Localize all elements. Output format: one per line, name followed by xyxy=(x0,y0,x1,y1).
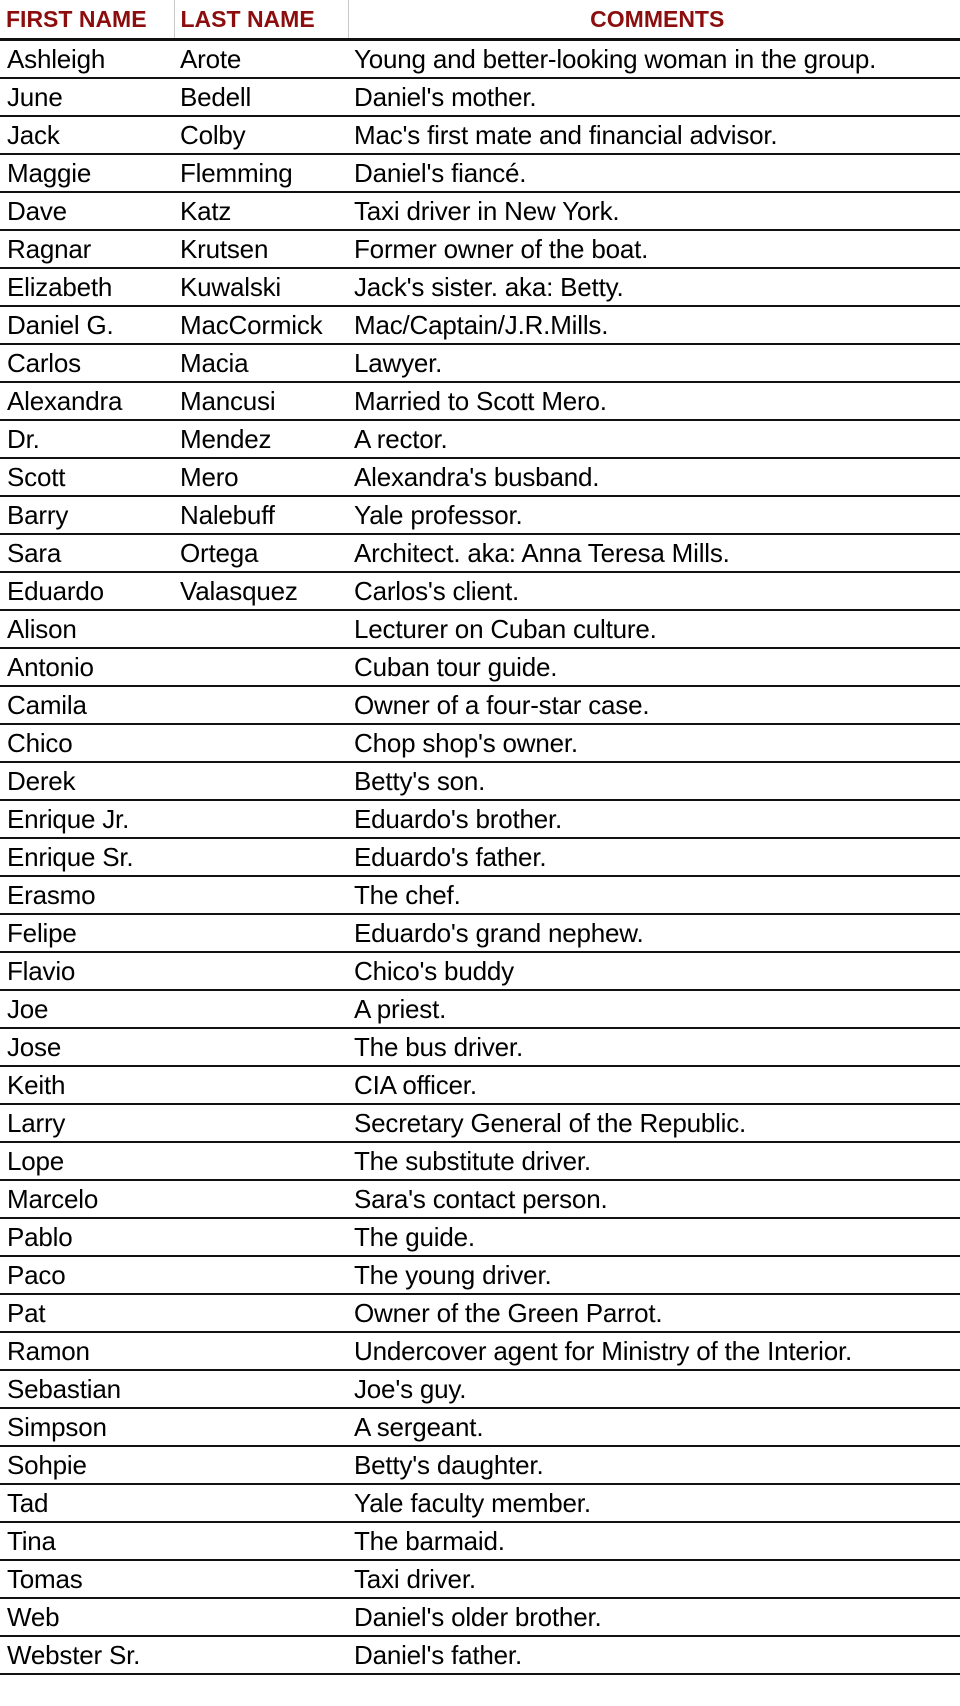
last-name-cell[interactable] xyxy=(174,1370,348,1408)
table-row xyxy=(0,382,960,420)
table-row xyxy=(0,1066,960,1104)
comment-cell[interactable]: Secretary General of the Republic. xyxy=(348,1104,960,1142)
table-row xyxy=(0,648,960,686)
first-name-cell[interactable]: Ashleigh xyxy=(0,40,174,79)
first-name-cell[interactable]: Joe xyxy=(0,990,174,1028)
first-name-cell[interactable]: Barry xyxy=(0,496,174,534)
table-row xyxy=(0,610,960,648)
comment-cell[interactable]: Chop shop's owner. xyxy=(348,724,960,762)
first-name-cell[interactable]: June xyxy=(0,78,174,116)
last-name-cell[interactable]: Katz xyxy=(174,192,348,230)
last-name-cell[interactable] xyxy=(174,990,348,1028)
first-name-cell[interactable]: Tomas xyxy=(0,1560,174,1598)
table-row xyxy=(0,78,960,116)
table-row xyxy=(0,1560,960,1598)
first-name-cell[interactable]: Maggie xyxy=(0,154,174,192)
last-name-cell[interactable] xyxy=(174,1408,348,1446)
last-name-cell[interactable]: Mero xyxy=(174,458,348,496)
comment-cell[interactable]: Cuban tour guide. xyxy=(348,648,960,686)
last-name-cell[interactable] xyxy=(174,686,348,724)
table-row xyxy=(0,1598,960,1636)
comment-cell[interactable]: Alexandra's busband. xyxy=(348,458,960,496)
table-row xyxy=(0,116,960,154)
table-row xyxy=(0,572,960,610)
comment-cell[interactable]: A rector. xyxy=(348,420,960,458)
first-name-cell[interactable]: Antonio xyxy=(0,648,174,686)
table-row xyxy=(0,534,960,572)
comment-cell[interactable]: The young driver. xyxy=(348,1256,960,1294)
table-row xyxy=(0,800,960,838)
table-row xyxy=(0,838,960,876)
table-row xyxy=(0,1370,960,1408)
comment-cell[interactable]: The barmaid. xyxy=(348,1522,960,1560)
last-name-cell[interactable] xyxy=(174,1636,348,1674)
last-name-cell[interactable]: Flemming xyxy=(174,154,348,192)
last-name-cell[interactable] xyxy=(174,1332,348,1370)
last-name-cell[interactable] xyxy=(174,762,348,800)
last-name-cell[interactable]: Kuwalski xyxy=(174,268,348,306)
last-name-cell[interactable] xyxy=(174,1180,348,1218)
last-name-cell[interactable] xyxy=(174,1256,348,1294)
comment-cell[interactable]: Taxi driver in New York. xyxy=(348,192,960,230)
first-name-cell[interactable]: Derek xyxy=(0,762,174,800)
table-row xyxy=(0,1446,960,1484)
first-name-cell[interactable]: Elizabeth xyxy=(0,268,174,306)
last-name-cell[interactable] xyxy=(174,838,348,876)
last-name-cell[interactable] xyxy=(174,1218,348,1256)
first-name-cell[interactable]: Dr. xyxy=(0,420,174,458)
table-row xyxy=(0,154,960,192)
last-name-cell[interactable]: MacCormick xyxy=(174,306,348,344)
last-name-cell[interactable] xyxy=(174,914,348,952)
comment-cell[interactable]: Yale faculty member. xyxy=(348,1484,960,1522)
last-name-cell[interactable] xyxy=(174,952,348,990)
table-row xyxy=(0,1294,960,1332)
last-name-header[interactable]: LAST NAME xyxy=(174,0,348,40)
comment-cell[interactable]: Mac/Captain/J.R.Mills. xyxy=(348,306,960,344)
table-row xyxy=(0,1636,960,1674)
table-row xyxy=(0,1332,960,1370)
last-name-cell[interactable]: Bedell xyxy=(174,78,348,116)
first-name-cell[interactable]: Webster Sr. xyxy=(0,1636,174,1674)
table-row xyxy=(0,914,960,952)
comment-cell[interactable]: Eduardo's brother. xyxy=(348,800,960,838)
comment-cell[interactable]: Yale professor. xyxy=(348,496,960,534)
comment-cell[interactable]: Betty's son. xyxy=(348,762,960,800)
comments-header[interactable]: COMMENTS xyxy=(348,0,960,40)
first-name-cell[interactable]: Chico xyxy=(0,724,174,762)
table-row xyxy=(0,1142,960,1180)
last-name-cell[interactable]: Valasquez xyxy=(174,572,348,610)
table-row xyxy=(0,990,960,1028)
last-name-cell[interactable] xyxy=(174,1104,348,1142)
first-name-cell[interactable]: Camila xyxy=(0,686,174,724)
first-name-cell[interactable]: Scott xyxy=(0,458,174,496)
last-name-cell[interactable]: Arote xyxy=(174,40,348,79)
comment-cell[interactable]: Married to Scott Mero. xyxy=(348,382,960,420)
first-name-cell[interactable]: Marcelo xyxy=(0,1180,174,1218)
table-row xyxy=(0,1104,960,1142)
last-name-cell[interactable] xyxy=(174,1560,348,1598)
first-name-cell[interactable]: Felipe xyxy=(0,914,174,952)
last-name-cell[interactable] xyxy=(174,1484,348,1522)
first-name-cell[interactable]: Ramon xyxy=(0,1332,174,1370)
comment-cell[interactable]: A sergeant. xyxy=(348,1408,960,1446)
last-name-cell[interactable]: Macia xyxy=(174,344,348,382)
first-name-cell[interactable]: Sebastian xyxy=(0,1370,174,1408)
table-row xyxy=(0,686,960,724)
comment-cell[interactable]: Undercover agent for Ministry of the Interior. xyxy=(348,1332,960,1370)
comment-cell[interactable]: Betty's daughter. xyxy=(348,1446,960,1484)
comment-cell[interactable]: The bus driver. xyxy=(348,1028,960,1066)
table-row xyxy=(0,420,960,458)
first-name-cell[interactable]: Larry xyxy=(0,1104,174,1142)
comment-cell[interactable]: Jack's sister. aka: Betty. xyxy=(348,268,960,306)
table-row xyxy=(0,306,960,344)
last-name-cell[interactable] xyxy=(174,1066,348,1104)
first-name-cell[interactable]: Tad xyxy=(0,1484,174,1522)
table-row xyxy=(0,1218,960,1256)
comment-cell[interactable]: Joe's guy. xyxy=(348,1370,960,1408)
last-name-cell[interactable] xyxy=(174,1522,348,1560)
first-name-header[interactable]: FIRST NAME xyxy=(0,0,174,40)
table-row xyxy=(0,344,960,382)
comment-cell[interactable]: Daniel's mother. xyxy=(348,78,960,116)
comment-cell[interactable]: Owner of a four-star case. xyxy=(348,686,960,724)
comment-cell[interactable]: Carlos's client. xyxy=(348,572,960,610)
table-row xyxy=(0,268,960,306)
first-name-cell[interactable]: Keith xyxy=(0,1066,174,1104)
first-name-cell[interactable]: Eduardo xyxy=(0,572,174,610)
first-name-cell[interactable]: Pat xyxy=(0,1294,174,1332)
first-name-cell[interactable]: Daniel G. xyxy=(0,306,174,344)
first-name-cell[interactable]: Erasmo xyxy=(0,876,174,914)
first-name-cell[interactable]: Alison xyxy=(0,610,174,648)
first-name-cell[interactable]: Simpson xyxy=(0,1408,174,1446)
first-name-cell[interactable]: Paco xyxy=(0,1256,174,1294)
last-name-cell[interactable] xyxy=(174,1446,348,1484)
comment-cell[interactable]: Architect. aka: Anna Teresa Mills. xyxy=(348,534,960,572)
last-name-cell[interactable] xyxy=(174,648,348,686)
table-row xyxy=(0,952,960,990)
table-row xyxy=(0,1522,960,1560)
comment-cell[interactable]: The chef. xyxy=(348,876,960,914)
comment-cell[interactable]: Lecturer on Cuban culture. xyxy=(348,610,960,648)
table-row xyxy=(0,458,960,496)
first-name-cell[interactable]: Flavio xyxy=(0,952,174,990)
first-name-cell[interactable]: Enrique Jr. xyxy=(0,800,174,838)
comment-cell[interactable]: Daniel's father. xyxy=(348,1636,960,1674)
table-body xyxy=(0,40,960,1675)
comment-cell[interactable]: Lawyer. xyxy=(348,344,960,382)
first-name-cell[interactable]: Alexandra xyxy=(0,382,174,420)
last-name-cell[interactable] xyxy=(174,610,348,648)
first-name-cell[interactable]: Sohpie xyxy=(0,1446,174,1484)
table-row xyxy=(0,230,960,268)
comment-cell[interactable]: Taxi driver. xyxy=(348,1560,960,1598)
last-name-cell[interactable]: Mancusi xyxy=(174,382,348,420)
first-name-cell[interactable]: Ragnar xyxy=(0,230,174,268)
last-name-cell[interactable] xyxy=(174,1142,348,1180)
comment-cell[interactable]: The substitute driver. xyxy=(348,1142,960,1180)
table-header xyxy=(0,0,960,40)
first-name-cell[interactable]: Enrique Sr. xyxy=(0,838,174,876)
table-row xyxy=(0,1256,960,1294)
comment-cell[interactable]: Chico's buddy xyxy=(348,952,960,990)
first-name-cell[interactable]: Carlos xyxy=(0,344,174,382)
comment-cell[interactable]: Daniel's older brother. xyxy=(348,1598,960,1636)
last-name-cell[interactable] xyxy=(174,800,348,838)
table-row xyxy=(0,1180,960,1218)
comment-cell[interactable]: A priest. xyxy=(348,990,960,1028)
table-row xyxy=(0,1028,960,1066)
comment-cell[interactable]: Eduardo's grand nephew. xyxy=(348,914,960,952)
comment-cell[interactable]: Daniel's fiancé. xyxy=(348,154,960,192)
table-row xyxy=(0,192,960,230)
comment-cell[interactable]: Owner of the Green Parrot. xyxy=(348,1294,960,1332)
table-row xyxy=(0,762,960,800)
first-name-cell[interactable]: Tina xyxy=(0,1522,174,1560)
last-name-cell[interactable]: Colby xyxy=(174,116,348,154)
header-row xyxy=(0,0,960,40)
first-name-cell[interactable]: Lope xyxy=(0,1142,174,1180)
table-row xyxy=(0,40,960,79)
table-row xyxy=(0,1408,960,1446)
comment-cell[interactable]: Former owner of the boat. xyxy=(348,230,960,268)
first-name-cell[interactable]: Jose xyxy=(0,1028,174,1066)
first-name-cell[interactable]: Dave xyxy=(0,192,174,230)
table-row xyxy=(0,1484,960,1522)
first-name-cell[interactable]: Jack xyxy=(0,116,174,154)
comment-cell[interactable]: Mac's first mate and financial advisor. xyxy=(348,116,960,154)
table-row xyxy=(0,496,960,534)
comment-cell[interactable]: Eduardo's father. xyxy=(348,838,960,876)
comment-cell[interactable]: Sara's contact person. xyxy=(348,1180,960,1218)
table-row xyxy=(0,876,960,914)
last-name-cell[interactable]: Mendez xyxy=(174,420,348,458)
last-name-cell[interactable]: Ortega xyxy=(174,534,348,572)
comment-cell[interactable]: CIA officer. xyxy=(348,1066,960,1104)
last-name-cell[interactable] xyxy=(174,1294,348,1332)
last-name-cell[interactable] xyxy=(174,1598,348,1636)
first-name-cell[interactable]: Sara xyxy=(0,534,174,572)
comment-cell[interactable]: The guide. xyxy=(348,1218,960,1256)
last-name-cell[interactable] xyxy=(174,724,348,762)
last-name-cell[interactable] xyxy=(174,876,348,914)
last-name-cell[interactable]: Nalebuff xyxy=(174,496,348,534)
last-name-cell[interactable]: Krutsen xyxy=(174,230,348,268)
table-row xyxy=(0,724,960,762)
comment-cell[interactable]: Young and better-looking woman in the group. xyxy=(348,40,960,79)
first-name-cell[interactable]: Pablo xyxy=(0,1218,174,1256)
last-name-cell[interactable] xyxy=(174,1028,348,1066)
first-name-cell[interactable]: Web xyxy=(0,1598,174,1636)
